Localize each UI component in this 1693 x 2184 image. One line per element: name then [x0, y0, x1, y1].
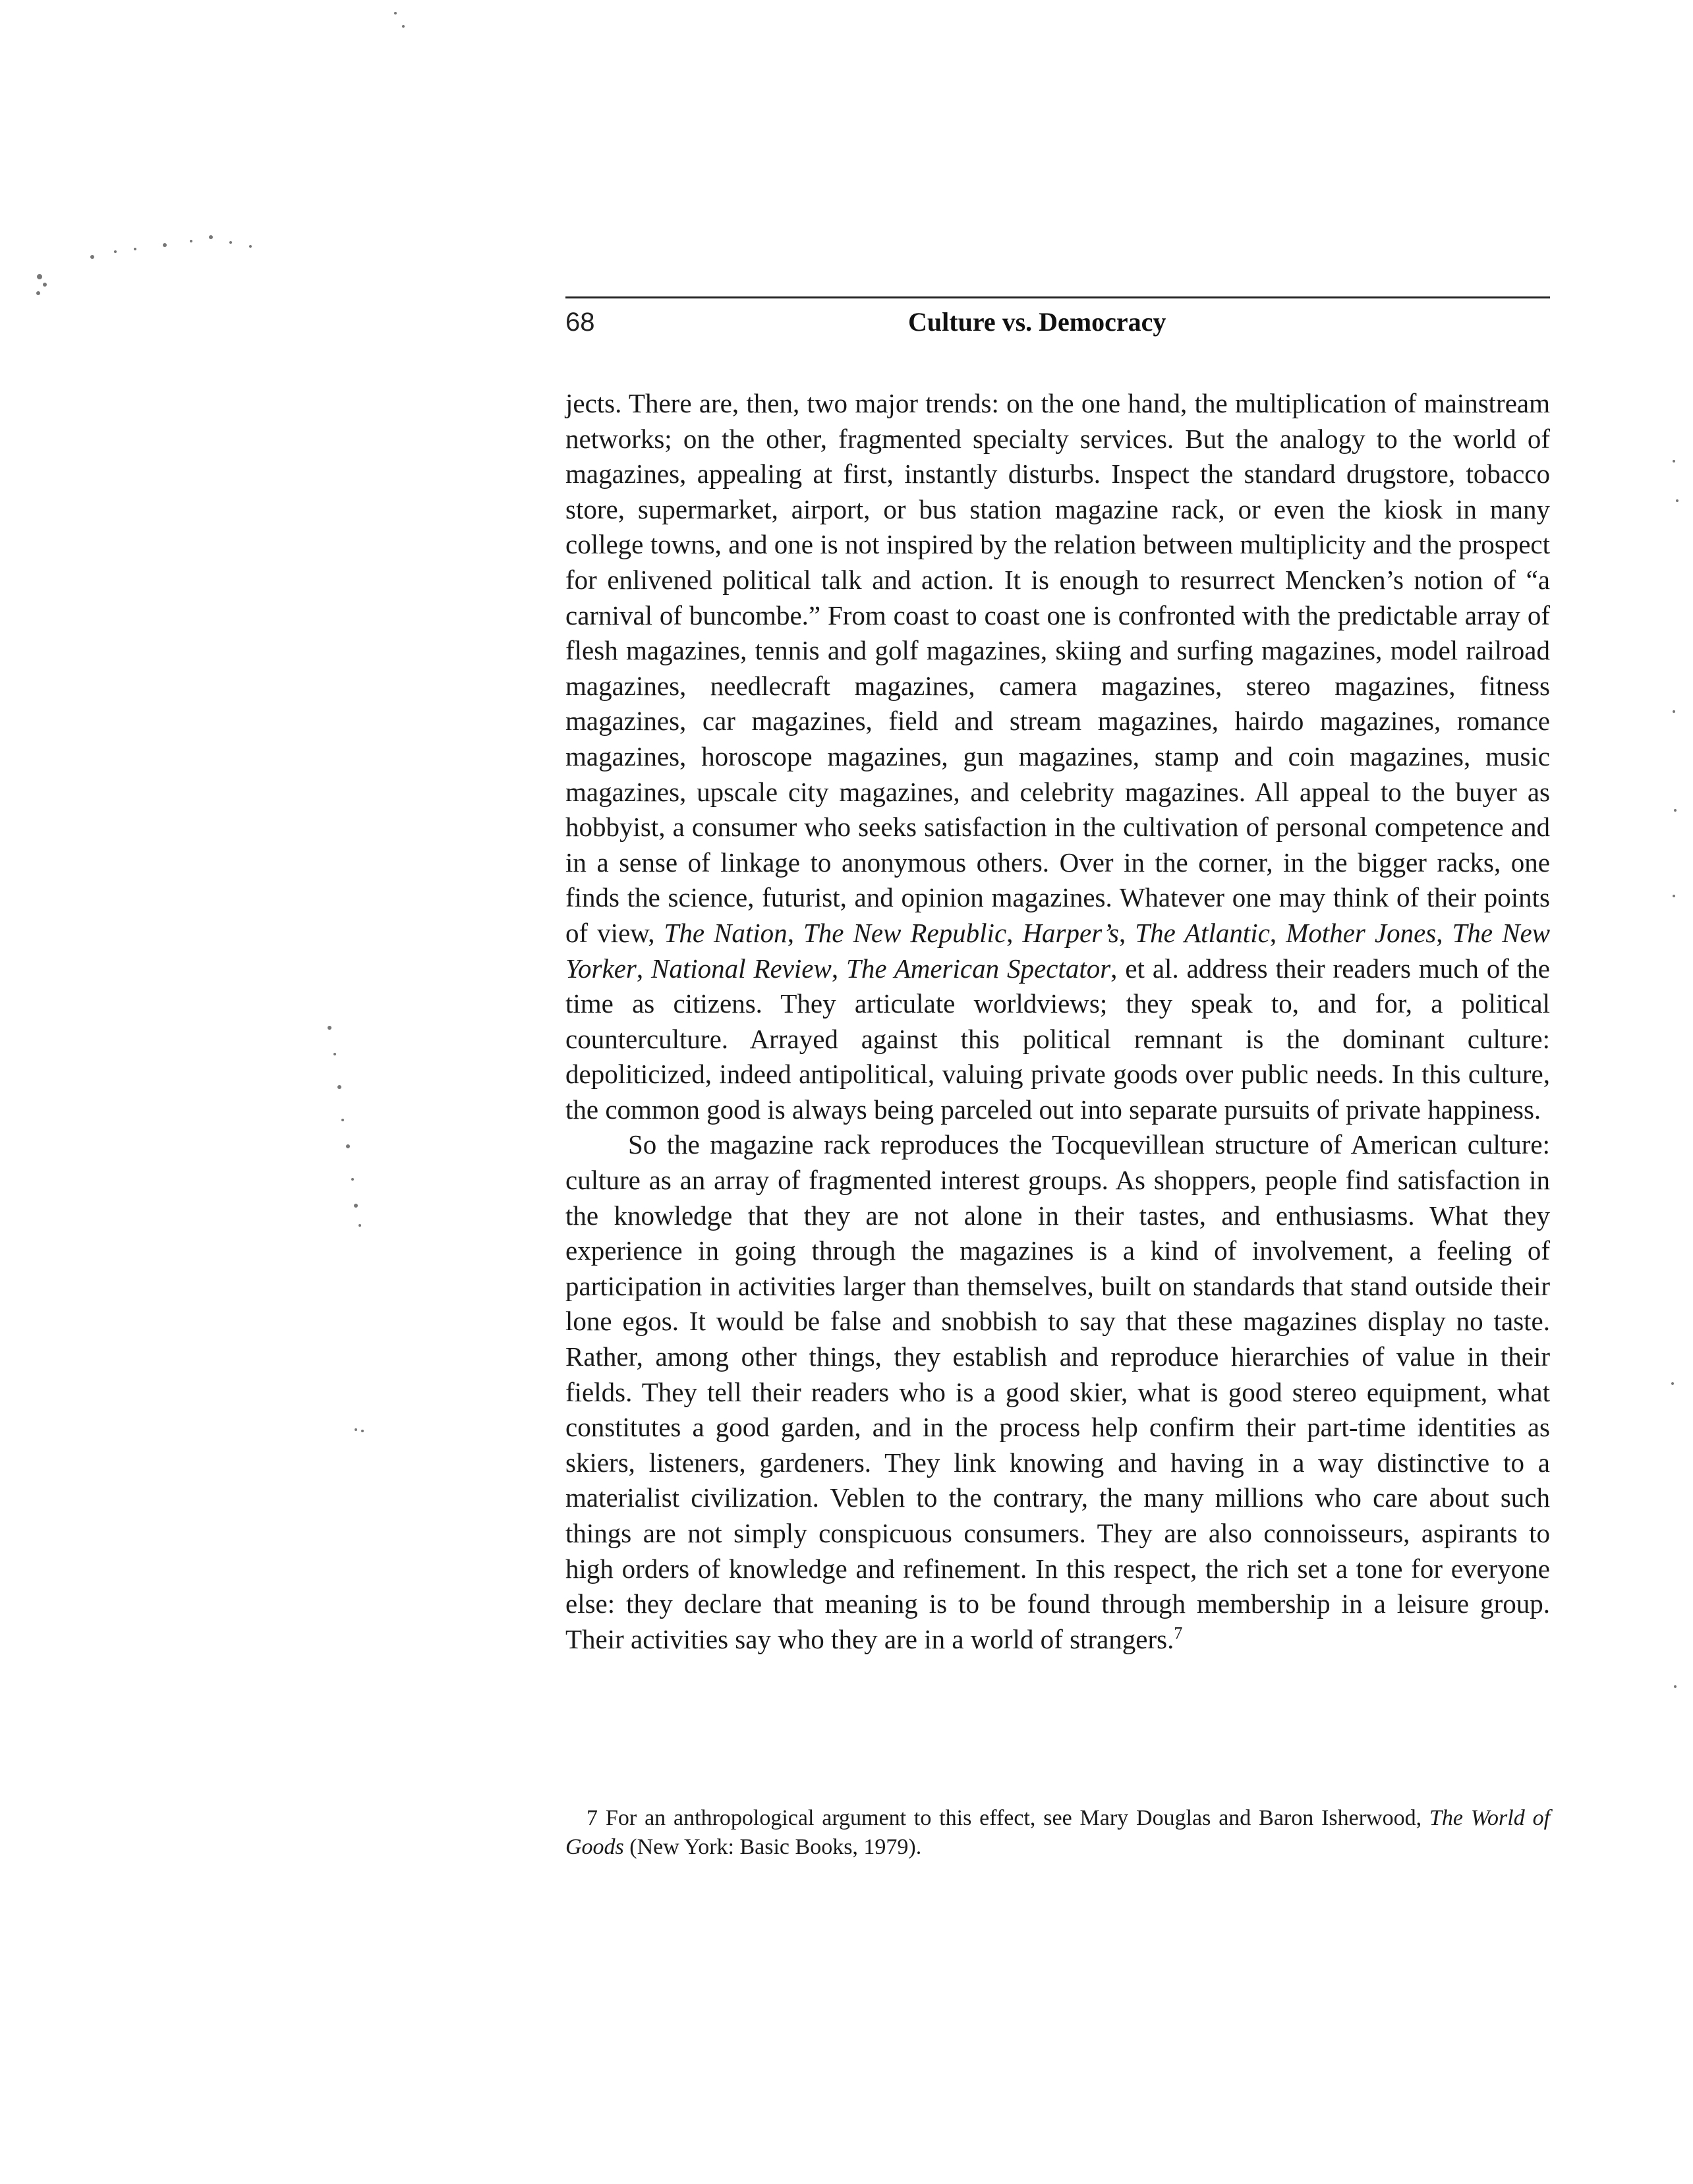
footnote-number: 7	[587, 1806, 598, 1830]
footnote-book-title: The World of Goods	[565, 1806, 1551, 1859]
page-number: 68	[565, 308, 595, 337]
body-text	[565, 386, 1550, 1657]
footnote-7	[565, 1804, 1550, 1862]
magazine-title: National Review	[651, 953, 832, 984]
paragraph-1-text: et al. address their readers much of the time as citizens. They articulate worldviews; they speak to, and for, a political counterculture. Arrayed against this political remnant is the dominant culture: depoliticized, indeed antipolitical, valuing private goods over public needs. In this culture, the common good is always being parceled out into separate pursuits of private happiness.	[565, 953, 1550, 1125]
footnote-reference[interactable]: 7	[1174, 1623, 1183, 1643]
footnote-text: For an anthropological argument to this effect, see Mary Douglas and Baron Isherwood,	[606, 1806, 1422, 1830]
page-header	[565, 296, 1550, 342]
magazine-title: The Atlantic	[1135, 917, 1270, 948]
running-title: Culture vs. Democracy	[908, 307, 1166, 337]
footnote-citation: (New York: Basic Books, 1979).	[629, 1835, 922, 1859]
footnote	[565, 1804, 1550, 1862]
magazine-title: The American Spectator	[846, 953, 1111, 984]
magazine-title: The New Republic	[803, 917, 1007, 948]
magazine-title: Harper’s	[1022, 917, 1120, 948]
magazine-title: Mother Jones	[1286, 917, 1437, 948]
paragraph-2-text: So the magazine rack reproduces the Tocquevillean structure of American culture: culture as an array of fragmented interest groups. As shoppers, people find satisfaction in the knowledge that they are not alone in their tastes, and enthusiasms. What they experience in going through the magazines is a kind of involvement, a feeling of participation in activities larger than themselves, built on standards that stand outside their lone egos. It would be false and snobbish to say that these magazines display no taste. Rather, among other things, they establish and reproduce hierarchies of value in their fields. They tell their readers who is a good skier, what is good stereo equipment, what constitutes a good garden, and in the process help confirm their part-time identities as skiers, listeners, gardeners. They link knowing and having in a way distinctive to a materialist civilization. Veblen to the contrary, the many millions who care about such things are not simply conspicuous consumers. They are also connoisseurs, aspirants to high orders of knowledge and refinement. In this respect, the rich set a tone for everyone else: they declare that meaning is to be found through membership in a leisure group. Their activities say who they are in a world of strangers.	[565, 1129, 1550, 1654]
paragraph-2	[565, 1127, 1550, 1657]
magazine-title: The Nation	[664, 917, 788, 948]
magazine-title: The New Yorker	[565, 917, 1550, 984]
paragraph-1-text: jects. There are, then, two major trends: on the one hand, the multiplication of mainstream networks; on the other, fragmented specialty services. But the analogy to the world of magazines, appealing at first, instantly disturbs. Inspect the standard drugstore, tobacco store, supermarket, airport, or bus station magazine rack, or even the kiosk in many college towns, and one is not inspired by the relation between multiplicity and the prospect for enlivened political talk and action. It is enough to resurrect Mencken’s notion of “a carnival of buncombe.” From coast to coast one is confronted with the predictable array of flesh magazines, tennis and golf magazines, skiing and surfing magazines, model railroad magazines, needlecraft magazines, camera magazines, stereo magazines, fitness magazines, car magazines, field and stream magazines, hairdo magazines, romance magazines, horoscope magazines, gun magazines, stamp and coin magazines, music magazines, upscale city magazines, and celebrity magazines. All appeal to the buyer as hobbyist, a consumer who seeks satisfaction in the cultivation of personal competence and in a sense of linkage to anonymous others. Over in the corner, in the bigger racks, one finds the science, futurist, and opinion magazines. Whatever one may think of their points of view,	[565, 388, 1550, 948]
paragraph-1: jects. There are, then, two major trends: on the one hand, the multiplication of mainstream networks; on the other, fragmented specialty services. But the analogy to the world of magazines, appealing at first, instantly disturbs. Inspect the standard drugstore, tobacco store, supermarket, airport, or bus station magazine rack, or even the kiosk in many college towns, and one is not inspired by the relation between multiplicity and the prospect for enlivened political talk and action. It is enough to resurrect Mencken’s notion of “a carnival of buncombe.” From coast to coast one is confronted with the predictable array of flesh magazines, tennis and golf magazines, skiing and surfing magazines, model railroad magazines, needlecraft magazines, camera magazines, stereo magazines, fitness magazines, car magazines, field and stream magazines, hairdo magazines, romance magazines, horoscope magazines, gun magazines, stamp and coin magazines, music magazines, upscale city magazines, and celebrity magazines. All appeal to the buyer as hobbyist, a consumer who seeks satisfaction in the cultivation of personal competence and in a sense of linkage to anonymous others. Over in the corner, in the bigger racks, one finds the science, futurist, and opinion magazines. Whatever one may think of their points of view, The Nation, The New Republic, Harper’s, The Atlantic, Mother Jones, The New Yorker, National Review, The American Spectator, et al. address their readers much of the time as citizens. They articulate worldviews; they speak to, and for, a political counterculture. Arrayed against this political remnant is the dominant culture: depoliticized, indeed antipolitical, valuing private goods over public needs. In this culture, the common good is always being parceled out into separate pursuits of private happiness.	[565, 388, 1550, 1125]
